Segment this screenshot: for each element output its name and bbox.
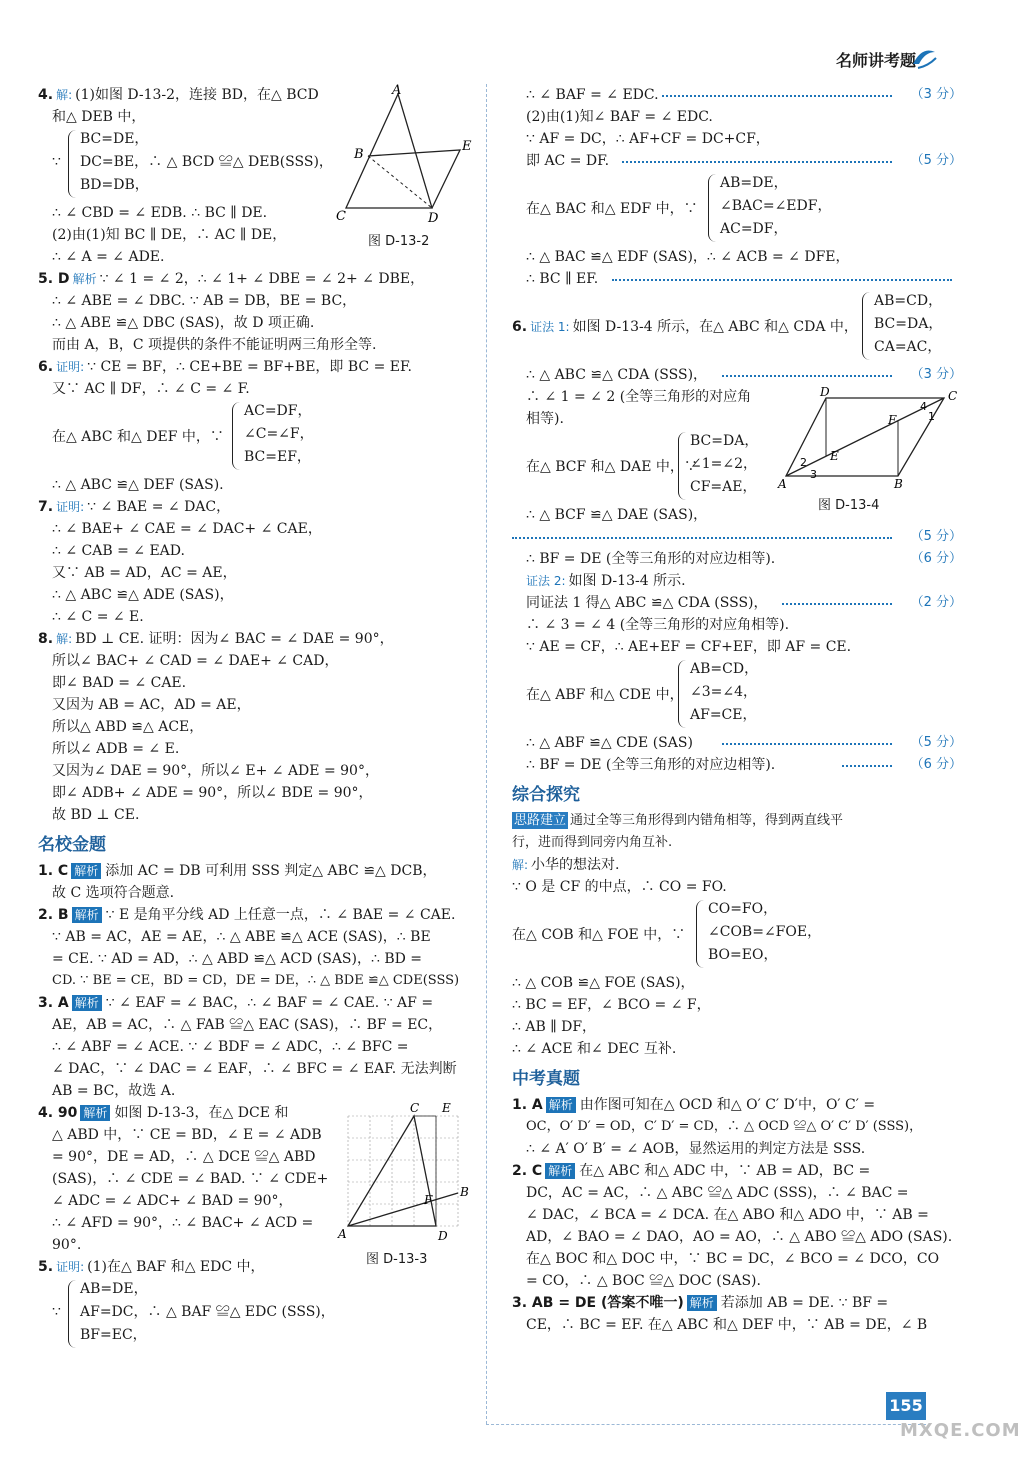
proof-tag: 证明: — [56, 360, 85, 374]
text-line: 由作图可知在△ OCD 和△ O′ C′ D′中，O′ C′ = — [579, 1097, 876, 1113]
text-line: ∴ ∠ C = ∠ E. — [52, 609, 144, 625]
zonghe-answer — [512, 810, 962, 1060]
score-marker: （5 分） — [905, 732, 962, 754]
analysis-tag: 解析 — [72, 907, 102, 923]
text-line: ∴ ∠ ACE 和∠ DEC 互补. — [512, 1041, 677, 1057]
text-line: ∴ ∠ ABE = ∠ DBC. ∵ AB = DB，BE = BC， — [52, 293, 357, 309]
text-line: (SAS)，∴ ∠ CDE = ∠ BAD. ∵ ∠ CDE+ — [52, 1171, 329, 1187]
fig-label: 3 — [810, 468, 817, 481]
answer-4 — [38, 84, 488, 268]
condition-item: AC=DF， — [720, 221, 788, 237]
score-marker: （5 分） — [905, 150, 962, 172]
text-line: 如图 D-13-3，在△ DCE 和 — [114, 1105, 289, 1121]
fig-label: C — [410, 1101, 420, 1115]
text-line: ∵ AB = AC，AE = AE，∴ △ ABE ≌△ ACE (SAS)，∴ BE — [52, 929, 431, 945]
question-number: 6. — [38, 359, 54, 375]
text-line: ∴ △ ABC ≌△ DEF (SAS). — [52, 477, 224, 493]
condition-item: ∠1=∠2， — [690, 456, 758, 472]
fig-label: E — [830, 449, 839, 463]
solution-tag: 解: — [512, 858, 529, 872]
question-number: 2. C — [512, 1163, 543, 1179]
text-line: 如图 D-13-4 所示. — [568, 573, 686, 589]
text-line: 所以△ ABD ≌△ ACE， — [52, 719, 204, 735]
section-title-mingxiao: 名校金题 — [38, 835, 106, 855]
condition-item: AB=DE， — [720, 175, 788, 191]
condition-item: ∠C=∠F， — [244, 426, 314, 442]
text-line: ∵ AE = CF，∴ AE+EF = CF+EF，即 AF = CE. — [526, 639, 852, 655]
fig-label: A — [778, 477, 787, 491]
text-line: 又因为 AB = AC，AD = AE， — [52, 697, 251, 713]
score-marker: （6 分） — [905, 548, 962, 570]
question-number: 1. C — [38, 863, 69, 879]
text-line: 小华的想法对. — [531, 857, 620, 873]
question-number: 4. — [38, 87, 54, 103]
fig-label: D — [428, 211, 439, 226]
text-line: ∴ △ BAC ≌△ EDF (SAS)，∴ ∠ ACB = ∠ DFE， — [526, 249, 850, 265]
question-number: 4. 90 — [38, 1105, 78, 1121]
text-line: 即∠ ADB+ ∠ ADE = 90°，所以∠ BDE = 90°， — [52, 785, 373, 801]
brace-lead: 在△ BCF 和△ DAE 中，∵ — [526, 459, 698, 475]
fig-label: C — [336, 209, 346, 224]
condition-item: AB=CD， — [690, 661, 759, 677]
text-line: 通过全等三角形得到内错角相等，得到两直线平 — [570, 813, 844, 828]
text-line: ∴ ∠ A′ O′ B′ = ∠ AOB，显然运用的判定方法是 SSS. — [526, 1141, 866, 1157]
text-line: BD ⊥ CE. 证明：因为∠ BAC = ∠ DAE = 90°， — [75, 631, 394, 647]
zhongkao-3 — [512, 1292, 962, 1336]
fig-label: B — [460, 1185, 469, 1199]
scored-line: ∴ △ ABC ≌△ CDA (SSS)， （3 分） — [512, 364, 962, 386]
text-line: ∵ ∠ 1 = ∠ 2，∴ ∠ 1+ ∠ DBE = ∠ 2+ ∠ DBE， — [99, 271, 425, 287]
text-line: AD，∠ BAO = ∠ DAO，AO = AO，∴ △ ABO ≌△ ADO (SAS). — [526, 1229, 953, 1245]
text-line: 行，进而得到同旁内角互补. — [512, 835, 673, 850]
text-line: 若添加 AB = DE. ∵ BF = — [720, 1295, 889, 1311]
fig-label: B — [894, 477, 903, 491]
footer-divider — [486, 1424, 926, 1425]
question-number: 5. — [38, 1259, 54, 1275]
fig-label: A — [392, 83, 402, 98]
text-line: 故 C 选项符合题意. — [52, 885, 175, 901]
text-line: OC，O′ D′ = OD，C′ D′ = CD，∴ △ OCD ≌△ O′ C′ D′ (SSS)， — [526, 1119, 923, 1134]
condition-brace — [512, 172, 962, 246]
zhongkao-2 — [512, 1160, 962, 1292]
answer-6 — [38, 356, 488, 496]
condition-item: CA=AC， — [874, 339, 942, 355]
condition-item: AF=DC，∴ △ BAF ≌△ EDC (SSS)， — [80, 1304, 335, 1320]
condition-item: AB=DE， — [80, 1281, 148, 1297]
fig-label: B — [354, 147, 364, 162]
brace-lead: 在△ COB 和△ FOE 中，∵ — [512, 927, 686, 943]
text-line: CE，∴ BC = EF. 在△ ABC 和△ DEF 中，∵ AB = DE，∠ B — [526, 1317, 928, 1333]
analysis-tag: 解析 — [71, 863, 101, 879]
fig-label: F — [888, 413, 897, 427]
score-marker: （2 分） — [905, 592, 962, 614]
condition-item: BC=DE， — [80, 131, 149, 147]
text-line: △ ABD 中，∵ CE = BD，∠ E = ∠ ADB — [52, 1127, 322, 1143]
question-number: 8. — [38, 631, 54, 647]
condition-item: DC=BE，∴ △ BCD ≌△ DEB(SSS)， — [80, 154, 333, 170]
text-line: ∠ DAC，∠ BCA = ∠ DCA. 在△ ABO 和△ ADO 中，∵ AB = — [526, 1207, 929, 1223]
figure-caption: 图 D-13-2 — [368, 234, 430, 249]
text-line: 相等). — [526, 411, 564, 427]
analysis-tag: 解析 — [687, 1295, 717, 1311]
text-line: (2)由(1)知 BC ∥ DE，∴ AC ∥ DE， — [52, 227, 287, 243]
fig-label: D — [820, 385, 830, 399]
scored-line: ∴ △ ABF ≌△ CDE (SAS) （5 分） — [512, 732, 962, 754]
question-number: 3. AB = DE (答案不唯一) — [512, 1295, 684, 1311]
fig-label: C — [948, 389, 958, 403]
score-marker: （3 分） — [905, 84, 962, 106]
text-line: 而由 A，B，C 项提供的条件不能证明两三角形全等. — [52, 337, 377, 353]
scored-line: 即 AC = DF. （5 分） — [512, 150, 962, 172]
text-line: ∵ AF = DC，∴ AF+CF = DC+CF， — [526, 131, 770, 147]
condition-brace — [512, 898, 962, 972]
scored-line: ∴ ∠ BAF = ∠ EDC. （3 分） — [512, 84, 962, 106]
text-line: ∴ △ BCF ≌△ DAE (SAS)， — [526, 507, 708, 523]
figure-d-13-4 — [778, 386, 962, 490]
text-line: AE，AB = AC，∴ △ FAB ≌△ EAC (SAS)，∴ BF = EC， — [52, 1017, 443, 1033]
mingxiao-2 — [38, 904, 488, 992]
fig-label: 2 — [800, 456, 807, 469]
scored-line: 同证法 1 得△ ABC ≌△ CDA (SSS)， （2 分） — [512, 592, 962, 614]
scored-line — [512, 526, 962, 548]
proof-method-tag: 证法 2: — [526, 574, 566, 588]
text-line: ∵ CE = BF，∴ CE+BE = BF+BE，即 BC = EF. — [87, 359, 412, 375]
text-line: ∴ ∠ AFD = 90°，∴ ∠ BAC+ ∠ ACD = — [52, 1215, 314, 1231]
section-title-zonghe: 综合探究 — [512, 785, 580, 805]
text-line: ∴ △ ABE ≌△ DBC (SAS)，故 D 项正确. — [52, 315, 315, 331]
text-line: ∵ ∠ BAE = ∠ DAC， — [87, 499, 231, 515]
text-line: ∠ ADC = ∠ ADC+ ∠ BAD = 90°， — [52, 1193, 293, 1209]
condition-item: BC=DA， — [690, 433, 759, 449]
text-line: = CO，∴ △ BOC ≌△ DOC (SAS). — [526, 1273, 761, 1289]
text-line: (1)如图 D-13-2，连接 BD，在△ BCD — [75, 87, 319, 103]
text-line: DC，AC = AC，∴ △ ABC ≌△ ADC (SSS)，∴ ∠ BAC = — [526, 1185, 909, 1201]
scored-line: ∴ BC ∥ EF. — [512, 268, 962, 290]
brace-lead: 在△ ABF 和△ CDE 中， — [526, 687, 684, 703]
condition-item: CO=FO， — [708, 901, 778, 917]
text-line: 添加 AC = DB 可利用 SSS 判定△ ABC ≌△ DCB， — [105, 863, 437, 879]
section-title-zhongkao: 中考真题 — [512, 1069, 580, 1089]
text-line: 如图 D-13-4 所示，在△ ABC 和△ CDA 中， — [572, 319, 858, 335]
swoosh-logo-icon — [910, 44, 938, 72]
text-line: 所以∠ BAC+ ∠ CAD = ∠ DAE+ ∠ CAD， — [52, 653, 339, 669]
left-column — [38, 84, 488, 1352]
text-line: ∴ ∠ ABF = ∠ ACE. ∵ ∠ BDF = ∠ ADC，∴ ∠ BFC = — [52, 1039, 409, 1055]
condition-item: AB=CD， — [874, 293, 943, 309]
condition-item: ∠BAC=∠EDF， — [720, 198, 832, 214]
solution-tag: 解: — [56, 632, 73, 646]
scored-line: ∴ BF = DE (全等三角形的对应边相等). （6 分） — [512, 548, 962, 570]
condition-item: BC=EF， — [244, 449, 311, 465]
condition-item: BO=EO， — [708, 947, 778, 963]
fig-label: E — [442, 1101, 451, 1115]
analysis-tag: 解析 — [72, 995, 102, 1011]
text-line: ∴ AB ∥ DF， — [512, 1019, 597, 1035]
brace-lead: 在△ ABC 和△ DEF 中，∵ — [52, 429, 224, 445]
text-line: ∴ ∠ CAB = ∠ EAD. — [52, 543, 185, 559]
text-line: ∴ ∠ 3 = ∠ 4 (全等三角形的对应角相等). — [526, 617, 790, 633]
text-line: 90°. — [52, 1237, 82, 1253]
solution-tag: 解: — [56, 88, 73, 102]
text-line: 所以∠ ADB = ∠ E. — [52, 741, 180, 757]
page-header — [0, 0, 1000, 84]
mingxiao-5 — [38, 1256, 488, 1352]
text-line: ∴ ∠ 1 = ∠ 2 (全等三角形的对应角 — [526, 389, 752, 405]
condition-item: BF=EC， — [80, 1327, 147, 1343]
zhongkao-1 — [512, 1094, 962, 1160]
figure-d-13-2 — [328, 84, 478, 224]
right-column — [512, 84, 962, 1336]
score-marker: （3 分） — [905, 364, 962, 386]
watermark: MXQE.COM — [900, 1420, 1021, 1441]
fig-label: 4 — [920, 400, 927, 413]
analysis-tag: 解析 — [80, 1105, 110, 1121]
condition-item: ∠3=∠4， — [690, 684, 758, 700]
answer-8 — [38, 628, 488, 826]
condition-item: AC=DF， — [244, 403, 312, 419]
because-symbol: ∵ — [52, 154, 61, 170]
text-line: (1)在△ BAF 和△ EDC 中， — [87, 1259, 265, 1275]
text-line: 故 BD ⊥ CE. — [52, 807, 140, 823]
text-line: ∴ △ ABC ≌△ ADE (SAS)， — [52, 587, 234, 603]
condition-brace — [38, 1278, 488, 1352]
figure-caption: 图 D-13-4 — [818, 498, 880, 513]
analysis-tag: 解析 — [72, 272, 97, 286]
figure-caption: 图 D-13-3 — [366, 1252, 428, 1267]
answer-5 — [38, 268, 488, 356]
text-line: 即∠ BAD = ∠ CAE. — [52, 675, 187, 691]
fig-label: A — [338, 1227, 347, 1241]
page-number: 155 — [886, 1392, 926, 1420]
figure-d-13-3 — [338, 1102, 468, 1246]
fig-label: 1 — [928, 410, 935, 423]
question-number: 3. A — [38, 995, 69, 1011]
fig-label: E — [462, 139, 472, 154]
text-line: ∴ ∠ CBD = ∠ EDB. ∴ BC ∥ DE. — [52, 205, 268, 221]
condition-item: CF=AE， — [690, 479, 757, 495]
text-line: = 90°，DE = AD，∴ △ DCE ≌△ ABD — [52, 1149, 316, 1165]
text-line: (2)由(1)知∠ BAF = ∠ EDC. — [526, 109, 713, 125]
text-line: 在△ BOC 和△ DOC 中，∵ BC = DC，∠ BCO = ∠ DCO，CO — [526, 1251, 940, 1267]
fig-label: F — [424, 1193, 433, 1207]
condition-item: BC=DA， — [874, 316, 943, 332]
condition-item: BD=DB， — [80, 177, 149, 193]
score-marker: （6 分） — [905, 754, 962, 776]
proof-tag: 证明: — [56, 500, 85, 514]
text-line: 又因为∠ DAE = 90°，所以∠ E+ ∠ ADE = 90°， — [52, 763, 379, 779]
fig-label: D — [438, 1229, 448, 1243]
text-line: ∴ ∠ BAE+ ∠ CAE = ∠ DAC+ ∠ CAE， — [52, 521, 322, 537]
analysis-tag: 解析 — [546, 1097, 576, 1113]
brace-lead: 在△ BAC 和△ EDF 中，∵ — [526, 201, 698, 217]
question-number: 1. A — [512, 1097, 543, 1113]
question-number: 6. — [512, 319, 528, 335]
text-line: 又∵ AB = AD，AC = AE， — [52, 565, 237, 581]
because-symbol: ∵ — [52, 1304, 61, 1320]
book-title: 名师讲考题 — [835, 51, 916, 70]
scored-line: ∴ BF = DE (全等三角形的对应边相等). （6 分） — [512, 754, 962, 776]
condition-brace — [38, 400, 488, 474]
proof-method-tag: 证法 1: — [530, 320, 570, 334]
mingxiao-1 — [38, 860, 488, 904]
text-line: 又∵ AC ∥ DF，∴ ∠ C = ∠ F. — [52, 381, 250, 397]
proof-tag: 证明: — [56, 1260, 85, 1274]
score-marker: （5 分） — [905, 526, 962, 548]
text-line: 和△ DEB 中， — [52, 109, 146, 125]
text-line: CD. ∵ BE = CE，BD = CD，DE = DE，∴ △ BDE ≌△ CDE(SSS) — [52, 973, 460, 988]
text-line: ∵ ∠ EAF = ∠ BAC，∴ ∠ BAF = ∠ CAE. ∵ AF = — [105, 995, 434, 1011]
question-number: 7. — [38, 499, 54, 515]
text-line: ∴ ∠ A = ∠ ADE. — [52, 249, 165, 265]
analysis-tag: 解析 — [545, 1163, 575, 1179]
question-number: 5. D — [38, 271, 70, 287]
text-line: 在△ ABC 和△ ADC 中，∵ AB = AD，BC = — [579, 1163, 871, 1179]
question-number: 2. B — [38, 907, 69, 923]
text-line: ∠ DAC，∵ ∠ DAC = ∠ EAF，∴ ∠ BFC = ∠ EAF. 无法判断 — [52, 1061, 457, 1077]
text-line: = CE. ∵ AD = AD，∴ △ ABD ≌△ ACD (SAS)，∴ BD = — [52, 951, 423, 967]
condition-brace — [512, 658, 962, 732]
text-line: ∴ △ COB ≌△ FOE (SAS)， — [512, 975, 695, 991]
text-line: ∵ E 是角平分线 AD 上任意一点，∴ ∠ BAE = ∠ CAE. — [105, 907, 456, 923]
answer-6-right — [512, 290, 962, 776]
text-line: AB = BC，故选 A. — [52, 1083, 176, 1099]
text-line: ∴ BC = EF，∠ BCO = ∠ F， — [512, 997, 711, 1013]
answer-7 — [38, 496, 488, 628]
mingxiao-3 — [38, 992, 488, 1102]
condition-item: ∠COB=∠FOE， — [708, 924, 822, 940]
text-line: ∵ O 是 CF 的中点，∴ CO = FO. — [512, 879, 727, 895]
condition-item: AF=CE， — [690, 707, 757, 723]
idea-tag: 思路建立 — [514, 813, 567, 828]
